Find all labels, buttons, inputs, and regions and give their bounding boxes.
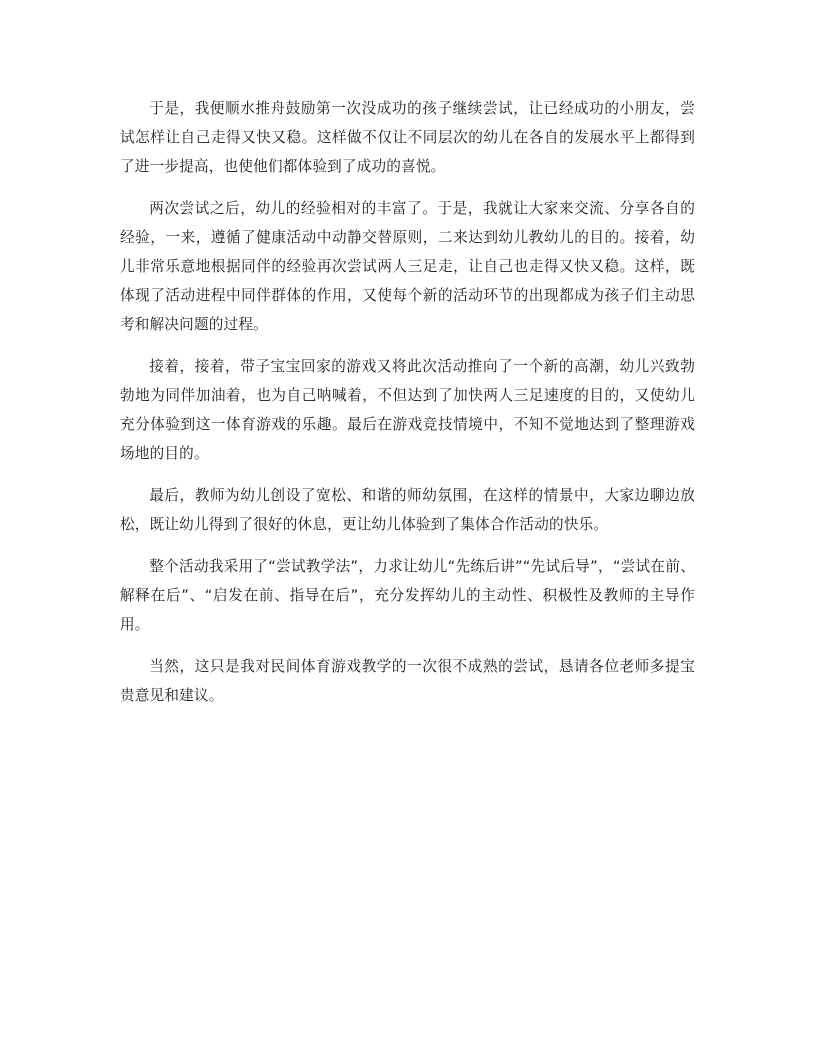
paragraph: 当然，这只是我对民间体育游戏教学的一次很不成熟的尝试，恳请各位老师多提宝贵意见和建议。 <box>120 658 695 704</box>
document-body <box>120 94 695 723</box>
paragraph: 接着，接着，带子宝宝回家的游戏又将此次活动推向了一个新的高潮，幼儿兴致勃勃地为同伴加油着，也为自己呐喊着，不但达到了加快两人三足速度的目的，又使幼儿充分体验到这一体育游戏的乐趣。最后在游戏竞技情境中，不知不觉地达到了整理游戏场地的目的。 <box>120 358 695 462</box>
paragraph: 两次尝试之后，幼儿的经验相对的丰富了。于是，我就让大家来交流、分享各自的经验，一来，遵循了健康活动中动静交替原则，二来达到幼儿教幼儿的目的。接着，幼儿非常乐意地根据同伴的经验再次尝试两人三足走，让自己也走得又快又稳。这样，既体现了活动进程中同伴群体的作用，又使每个新的活动环节的出现都成为孩子们主动思考和解决问题的过程。 <box>120 200 695 333</box>
paragraph: 整个活动我采用了“尝试教学法”，力求让幼儿“先练后讲”“先试后导”，“尝试在前、解释在后”、“启发在前、指导在后”，充分发挥幼儿的主动性、积极性及教师的主导作用。 <box>120 558 695 633</box>
paragraph: 最后，教师为幼儿创设了宽松、和谐的师幼氛围，在这样的情景中，大家边聊边放松，既让幼儿得到了很好的休息，更让幼儿体验到了集体合作活动的快乐。 <box>120 487 695 533</box>
paragraph: 于是，我便顺水推舟鼓励第一次没成功的孩子继续尝试，让已经成功的小朋友，尝试怎样让自己走得又快又稳。这样做不仅让不同层次的幼儿在各自的发展水平上都得到了进一步提高，也使他们都体验到了成功的喜悦。 <box>120 100 695 175</box>
